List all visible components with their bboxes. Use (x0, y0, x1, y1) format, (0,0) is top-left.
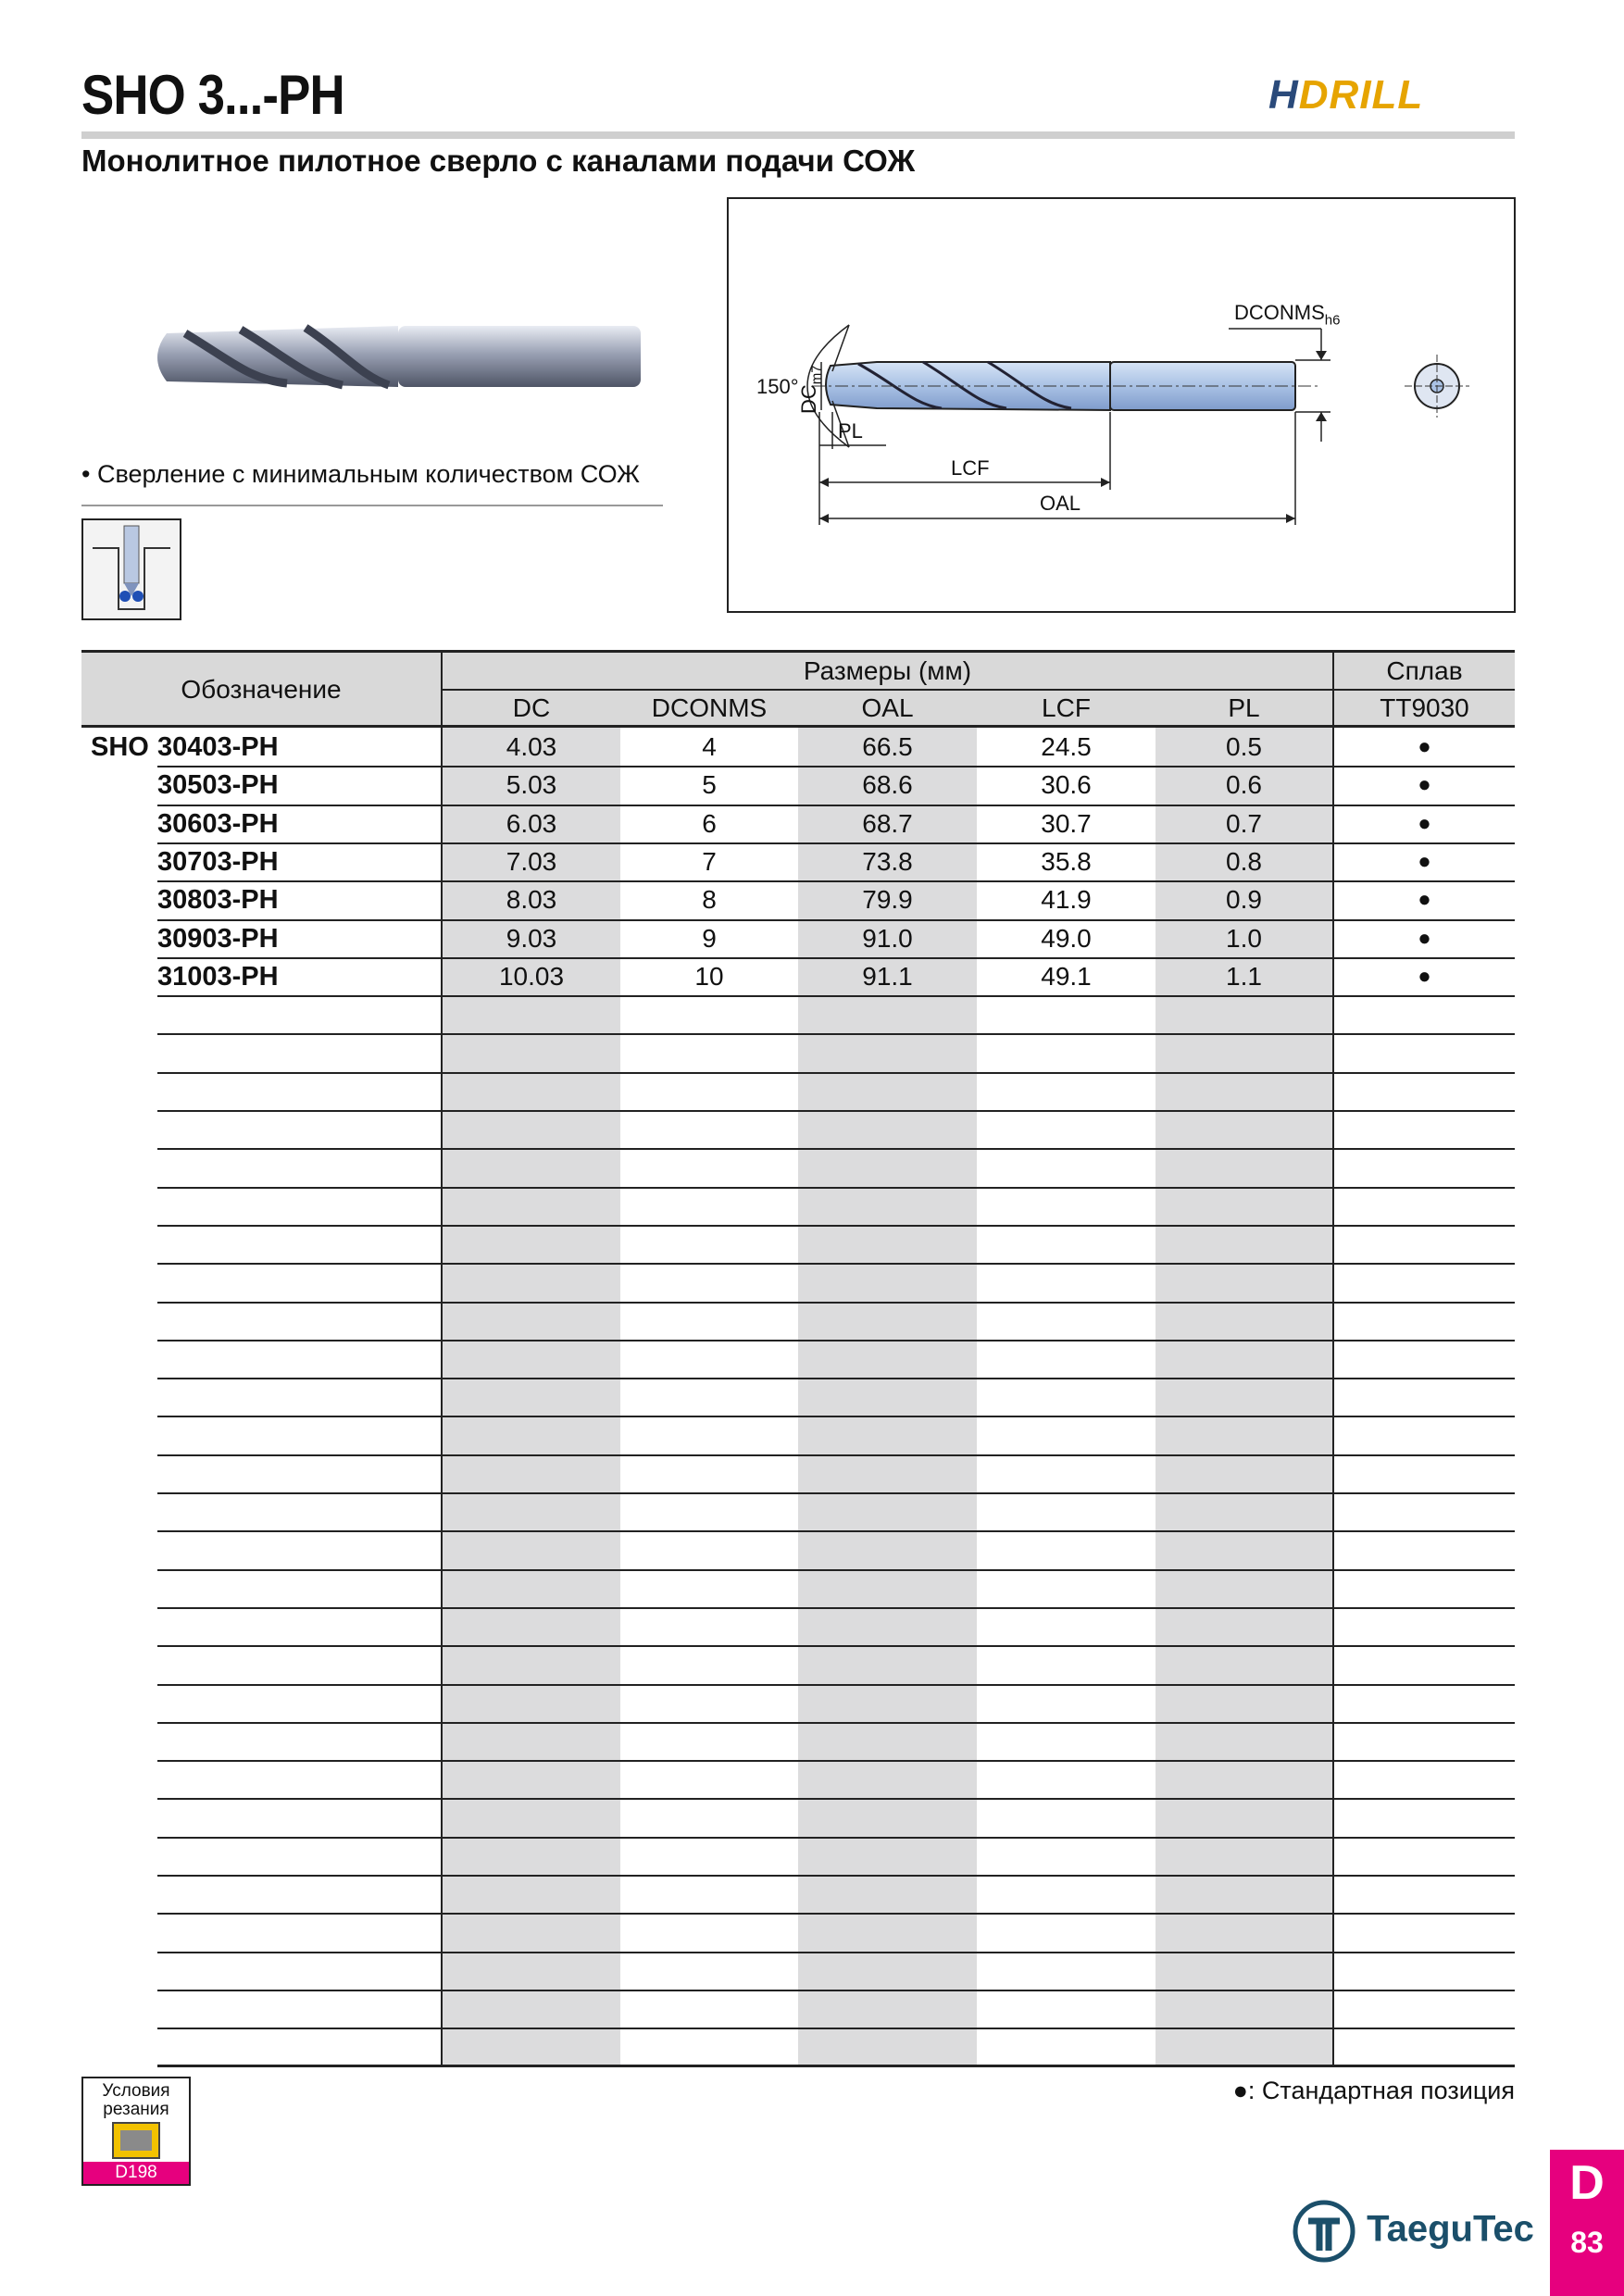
grade-availability: ● (1418, 734, 1431, 759)
col-header-dc: DC (512, 693, 551, 722)
dconms-text: DCONMS (1234, 301, 1325, 324)
cell-pl: 0.5 (1226, 732, 1262, 761)
cell-lcf: 49.0 (1041, 923, 1092, 953)
dc-label (797, 365, 824, 414)
grade-header: Сплав (1386, 656, 1463, 685)
cell-oal: 91.0 (862, 923, 913, 953)
table-row-line (157, 1340, 1515, 1341)
cell-oal: 66.5 (862, 732, 913, 761)
table-row-line (157, 1837, 1515, 1839)
table-row-line (157, 1263, 1515, 1265)
designation-prefix: SHO (91, 732, 149, 762)
grade-availability: ● (1418, 925, 1431, 951)
table-row-line (157, 1110, 1515, 1112)
pl-label: PL (838, 419, 863, 443)
designation-code: 31003-PH (157, 961, 279, 992)
oal-label: OAL (1040, 492, 1081, 515)
designation-code: 30403-PH (157, 732, 279, 762)
table-row-line (157, 1569, 1515, 1571)
brand-name: TaeguTec (1367, 2208, 1534, 2250)
dc-tolerance: m7 (808, 365, 825, 385)
cell-dc: 10.03 (498, 961, 565, 991)
table-row-line (157, 1187, 1515, 1189)
cutting-conditions-label: Условия резания (102, 2081, 170, 2119)
table-row-line (157, 1875, 1515, 1877)
table-row-line (157, 1302, 1515, 1304)
cell-dconms: 5 (702, 770, 717, 800)
table-row-line (157, 1072, 1515, 1074)
table-row-line (157, 1530, 1515, 1532)
logo-drill: DRILL (1298, 72, 1424, 118)
feature-rule (81, 505, 663, 506)
cell-dc: 8.03 (506, 885, 557, 915)
cutting-conditions-icon (111, 2121, 161, 2160)
section-tab (1550, 2150, 1624, 2296)
table-row-line (157, 1033, 1515, 1035)
dconms-tolerance: h6 (1324, 312, 1341, 329)
cell-lcf: 49.1 (1041, 961, 1092, 991)
cutting-conditions-ref: D198 (83, 2162, 189, 2184)
section-letter: D (1569, 2156, 1605, 2210)
table-row-line (157, 1798, 1515, 1800)
cutting-conditions-link[interactable] (81, 2077, 191, 2186)
technical-diagram (727, 197, 1516, 613)
table-row-line (157, 1607, 1515, 1609)
designation-code: 30703-PH (157, 846, 279, 877)
table-row-line (157, 2028, 1515, 2029)
cell-oal: 73.8 (862, 846, 913, 876)
col-header-pl: PL (1228, 693, 1260, 722)
table-row-line (157, 1378, 1515, 1379)
designation-code: 30503-PH (157, 770, 279, 801)
taegutec-emblem-icon (1292, 2199, 1356, 2264)
lcf-label: LCF (951, 456, 990, 480)
cell-pl: 0.7 (1226, 808, 1262, 838)
dimensions-header: Размеры (мм) (803, 656, 972, 685)
designation-code: 30903-PH (157, 923, 279, 954)
table-row-line (157, 1952, 1515, 1953)
dc-text: DC (797, 384, 820, 414)
title-rule (81, 131, 1515, 139)
cell-dconms: 10 (694, 961, 724, 991)
table-bottom-rule (157, 2065, 1515, 2067)
cell-oal: 91.1 (862, 961, 913, 991)
table-row-line (157, 1492, 1515, 1494)
table-row-line (157, 1722, 1515, 1724)
table-row-line (157, 995, 1515, 997)
table-row-line (157, 1990, 1515, 1991)
grade-availability: ● (1418, 848, 1431, 874)
cell-lcf: 35.8 (1041, 846, 1092, 876)
table-row-line (157, 1454, 1515, 1456)
col-header-lcf: LCF (1042, 693, 1091, 722)
cell-dc: 6.03 (506, 808, 557, 838)
table-row-line (157, 1913, 1515, 1915)
cell-lcf: 41.9 (1041, 885, 1092, 915)
cell-dconms: 9 (702, 923, 717, 953)
taegutec-logo (1292, 2199, 1534, 2264)
drill-photo (148, 306, 648, 407)
cell-dc: 9.03 (506, 923, 557, 953)
page-title: SHO 3...-PH (81, 64, 344, 126)
cell-dconms: 6 (702, 808, 717, 838)
cell-dc: 4.03 (506, 732, 557, 761)
cell-pl: 0.6 (1226, 770, 1262, 800)
cell-pl: 1.1 (1226, 961, 1262, 991)
logo-h: H (1268, 72, 1299, 118)
grade-availability: ● (1418, 887, 1431, 913)
page-number: 83 (1570, 2226, 1604, 2259)
grade-availability: ● (1418, 810, 1431, 836)
dconms-label (1234, 301, 1340, 328)
cell-oal: 68.6 (862, 770, 913, 800)
angle-label: 150° (756, 375, 799, 398)
table-row-line (157, 1225, 1515, 1227)
table-row-line (157, 1760, 1515, 1762)
cell-lcf: 24.5 (1041, 732, 1092, 761)
cell-dc: 5.03 (506, 770, 557, 800)
feature-text: • Сверление с минимальным количеством СОЖ (81, 460, 640, 488)
cell-pl: 1.0 (1226, 923, 1262, 953)
cell-lcf: 30.6 (1041, 770, 1092, 800)
table-row-line (157, 1645, 1515, 1647)
table-row-line (157, 1684, 1515, 1686)
cell-oal: 68.7 (862, 808, 913, 838)
col-header-dconms: DCONMS (651, 693, 768, 722)
legend-text: ●: Стандартная позиция (1232, 2077, 1515, 2104)
col-header-oal: OAL (861, 693, 914, 722)
table-row-line (157, 1416, 1515, 1417)
cell-dconms: 7 (702, 846, 717, 876)
designation-header: Обозначение (181, 675, 342, 704)
grade-availability: ● (1418, 772, 1431, 798)
cell-pl: 0.9 (1226, 885, 1262, 915)
hdrill-logo (1268, 72, 1423, 119)
col-header-tt9030: TT9030 (1380, 693, 1469, 722)
grade-availability: ● (1418, 963, 1431, 989)
cell-dc: 7.03 (506, 846, 557, 876)
cell-pl: 0.8 (1226, 846, 1262, 876)
page-subtitle: Монолитное пилотное сверло с каналами подачи СОЖ (81, 144, 916, 178)
cell-oal: 79.9 (862, 885, 913, 915)
coolant-icon (81, 518, 181, 620)
designation-code: 30803-PH (157, 885, 279, 916)
cell-lcf: 30.7 (1041, 808, 1092, 838)
cell-dconms: 4 (702, 732, 717, 761)
table-row-line (157, 1148, 1515, 1150)
cell-dconms: 8 (702, 885, 717, 915)
designation-code: 30603-PH (157, 808, 279, 839)
